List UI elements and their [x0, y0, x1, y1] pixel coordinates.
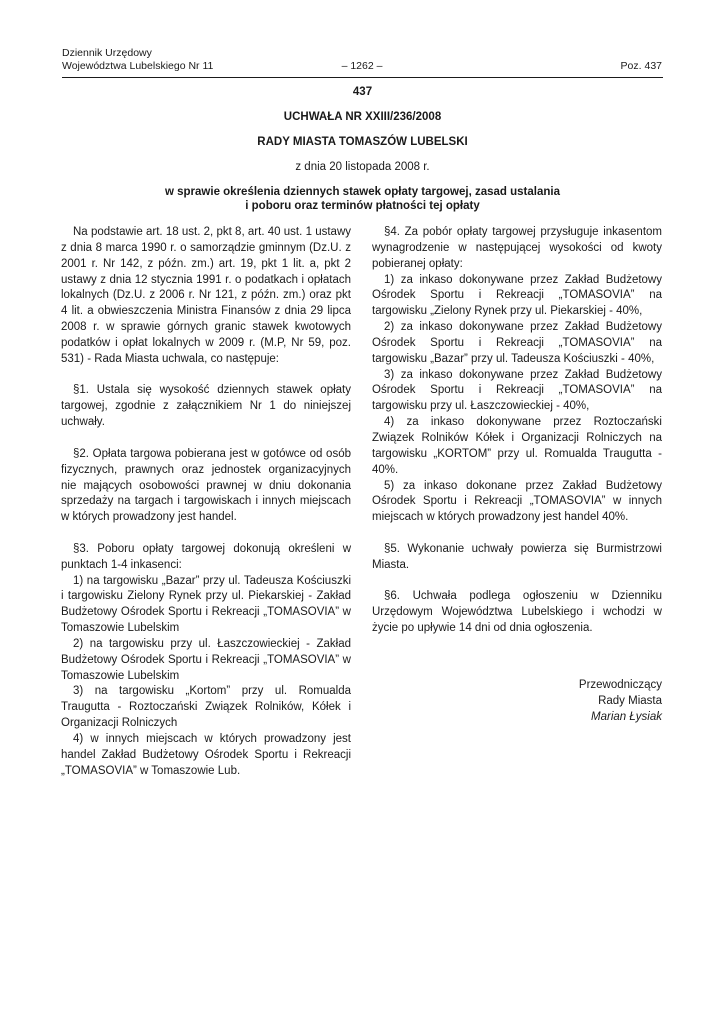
section-3-item: 2) na targowisku przy ul. Łaszczowieckiej - Zakład Budżetowy Ośrodek Sportu i Rekreacji „TOMASOVIA” w Tomaszowie Lubelskim: [61, 637, 351, 682]
title-block: [62, 85, 663, 213]
subject-line-2: i poboru oraz terminów płatności tej opłaty: [245, 200, 480, 212]
header-divider: [62, 77, 663, 78]
signature-role: Przewodniczący: [578, 679, 662, 691]
journal-name-line1: Dziennik Urzędowy: [62, 47, 152, 59]
section-2: §2. Opłata targowa pobierana jest w gotówce od osób fizycznych, prawnych oraz jednostek organizacyjnych nie mających osobowości prawnej w dniu dokonania sprzedaży na targach i targowiskach i innych miejscach w których prowadzony jest handel.: [61, 447, 351, 524]
resolution-number: UCHWAŁA NR XXIII/236/2008: [283, 111, 442, 123]
section-3-item: 1) na targowisku „Bazar” przy ul. Tadeusza Kościuszki i targowisku Zielony Rynek przy ul. Piekarskiej - Zakład Budżetowy Ośrodek Sportu i Rekreacji „TOMASOVIA” w Tomaszowie Lubelskim: [61, 574, 351, 635]
journal-name-line2: Województwa Lubelskiego Nr 11: [62, 60, 214, 72]
subject-line-1: w sprawie określenia dziennych stawek opłaty targowej, zasad ustalania: [165, 186, 560, 198]
section-4-item: 2) za inkaso dokonywane przez Zakład Budżetowy Ośrodek Sportu i Rekreacji „TOMASOVIA” na targowisku „Bazar” przy ul. Tadeusza Kościuszki - 40%,: [372, 321, 662, 365]
position-number: 437: [352, 86, 373, 98]
page-header: [62, 47, 662, 73]
section-4-intro: §4. Za pobór opłaty targowej przysługuje inkasentom wynagrodzenie w następującej wysokości od kwoty pobieranej opłaty:: [372, 226, 662, 270]
council-name: RADY MIASTA TOMASZÓW LUBELSKI: [257, 136, 468, 148]
section-3-item: 4) w innych miejscach w których prowadzony jest handel Zakład Budżetowy Ośrodek Sportu i Rekreacji „TOMASOVIA” w Tomaszowie Lub.: [61, 733, 351, 777]
section-4-item: 3) za inkaso dokonywane przez Zakład Budżetowy Ośrodek Sportu i Rekreacji „TOMASOVIA” na targowisku przy ul. Łaszczowieckiej - 40%,: [372, 368, 662, 413]
section-5: §5. Wykonanie uchwały powierza się Burmistrzowi Miasta.: [372, 542, 662, 571]
position-label: Poz. 437: [620, 60, 662, 72]
signature-block: [500, 677, 662, 725]
header-row-2: [62, 60, 662, 73]
section-6: §6. Uchwała podlega ogłoszeniu w Dzienniku Urzędowym Województwa Lubelskiego i wchodzi w życie po upływie 14 dni od dnia ogłoszenia.: [372, 590, 662, 635]
resolution-date: z dnia 20 listopada 2008 r.: [295, 161, 430, 173]
right-column: [372, 225, 662, 653]
resolution-subject: [62, 185, 663, 213]
signature-body: Rady Miasta: [598, 695, 662, 707]
section-3-intro: §3. Poboru opłaty targowej dokonują określeni w punktach 1-4 inkasenci:: [61, 542, 351, 571]
signature-name: Marian Łysiak: [591, 711, 662, 723]
section-1: §1. Ustala się wysokość dziennych stawek opłaty targowej, zgodnie z załącznikiem Nr 1 do niniejszej uchwały.: [61, 384, 351, 429]
preamble: Na podstawie art. 18 ust. 2, pkt 8, art. 40 ust. 1 ustawy z dnia 8 marca 1990 r. o samorządzie gminnym (Dz.U. z 2001 r. Nr 142, z późn. zm.) art. 19, pkt 1 lit. a, pkt 2 ustawy z dnia 12 stycznia 1991 r. o podatkach i opłatach lokalnych (Dz.U. z 2006 r. Nr 121, z późn. zm.) oraz pkt 4 lit. a obwieszczenia Ministra Finansów z dnia 29 lipca 2008 r. w sprawie górnych granic stawek kwotowych podatków i opłat lokalnych w 2009 r. (M.P, Nr 59, poz. 531) - Rada Miasta uchwala, co następuje:: [61, 226, 351, 365]
page-number: – 1262 –: [341, 60, 383, 72]
header-row-1: [62, 47, 662, 60]
section-3-item: 3) na targowisku „Kortom” przy ul. Romualda Traugutta - Roztoczański Związek Rolników, Kółek i Organizacji Rolniczych: [61, 685, 351, 730]
section-4-item: 5) za inkaso dokonane przez Zakład Budżetowy Ośrodek Sportu i Rekreacji „TOMASOVIA” w innych miejscach w których prowadzony jest handel 40%.: [372, 479, 662, 524]
left-column: [61, 225, 351, 780]
section-4-item: 4) za inkaso dokonywane przez Roztoczański Związek Rolników Kółek i Organizacji Rolniczych na targowisku „KORTOM” przy ul. Romualda Traugutta - 40%.: [372, 416, 662, 476]
section-4-item: 1) za inkaso dokonywane przez Zakład Budżetowy Ośrodek Sportu i Rekreacji „TOMASOVIA” na targowisku „Zielony Rynek przy ul. Piekarskiej - 40%,: [372, 273, 662, 318]
